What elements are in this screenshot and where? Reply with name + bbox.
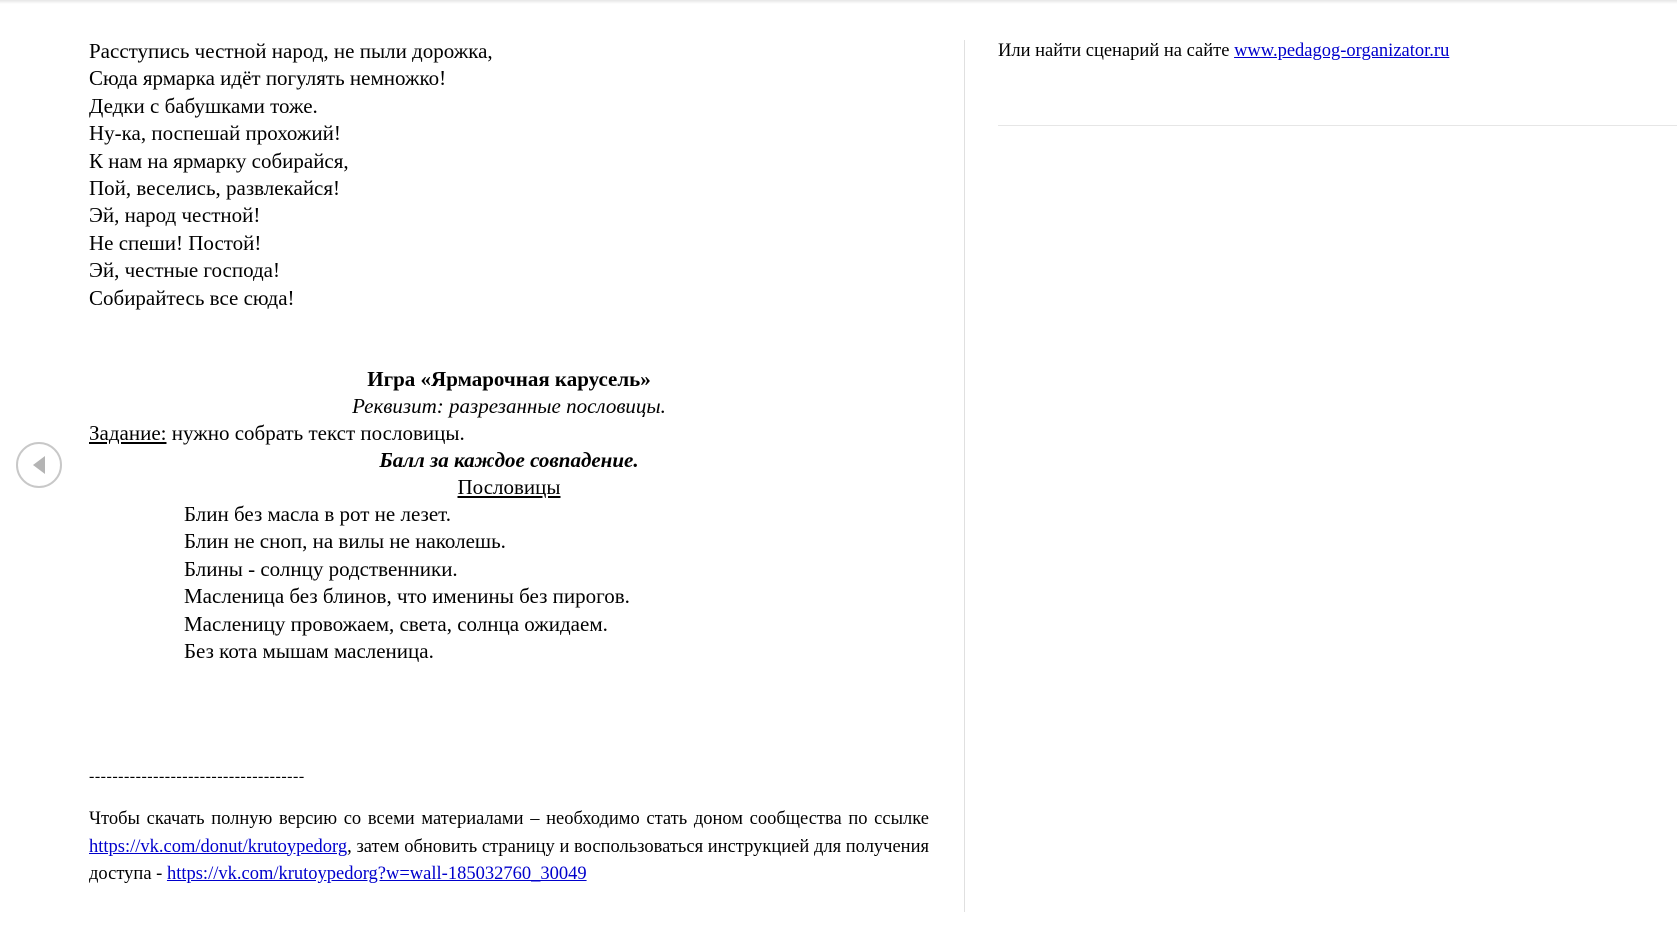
separator-dashes: ------------------------------------- <box>89 768 305 785</box>
poem-line: Эй, народ честной! <box>89 203 261 228</box>
poem <box>89 38 929 312</box>
wall-post-link[interactable]: https://vk.com/krutoypedorg?w=wall-185032760_30049 <box>166 864 587 884</box>
poem-line: Эй, честные господа! <box>89 258 280 283</box>
poem-line: Дедки с бабушками тоже. <box>89 93 318 118</box>
download-note-text: , затем обновить страницу и воспользоваться инструкцией для получения доступа - <box>89 836 929 884</box>
site-link[interactable]: www.pedagog-organizator.ru <box>1234 41 1450 61</box>
download-note <box>89 806 929 889</box>
chevron-left-icon <box>33 456 45 474</box>
proverb-item: Масленица без блинов, что именины без пирогов. <box>184 584 630 609</box>
poem-line: Пой, веселись, развлекайся! <box>89 176 341 201</box>
game-title: Игра «Ярмарочная карусель» <box>367 367 651 391</box>
proverbs-list <box>184 501 630 665</box>
game-requisite: Реквизит: разрезанные пословицы. <box>352 394 666 418</box>
proverb-item: Блины - солнцу родственники. <box>184 556 458 581</box>
proverb-item: Без кота мышам масленица. <box>184 639 434 664</box>
download-note-text: Чтобы скачать полную версию со всеми материалами – необходимо стать доном сообщества по ссылке <box>89 809 929 829</box>
page-divider <box>964 40 965 912</box>
site-note <box>998 38 1449 65</box>
horizontal-rule <box>998 125 1677 126</box>
task-text: нужно собрать текст пословицы. <box>166 421 465 445</box>
game-score-rule: Балл за каждое совпадение. <box>379 448 639 472</box>
game-task <box>89 420 465 447</box>
donut-link[interactable]: https://vk.com/donut/krutoypedorg <box>89 836 348 857</box>
document-page-left <box>89 38 929 884</box>
poem-line: К нам на ярмарку собирайся, <box>89 148 349 173</box>
poem-line: Не спеши! Постой! <box>89 230 262 255</box>
task-label: Задание: <box>89 421 167 445</box>
proverb-item: Блин не сноп, на вилы не наколешь. <box>184 529 506 554</box>
document-page-right <box>998 38 1449 65</box>
prev-page-button[interactable] <box>16 442 62 488</box>
site-note-text: Или найти сценарий на сайте <box>998 41 1235 61</box>
poem-line: Собирайтесь все сюда! <box>89 285 295 310</box>
poem-line: Ну-ка, поспешай прохожий! <box>89 121 341 146</box>
proverb-item: Блин без масла в рот не лезет. <box>184 502 452 526</box>
proverb-item: Масленицу провожаем, света, солнца ожидаем. <box>184 611 608 636</box>
poem-line: Расступись честной народ, не пыли дорожка, <box>89 39 493 63</box>
proverbs-heading: Пословицы <box>457 475 561 499</box>
poem-line: Сюда ярмарка идёт погулять немножко! <box>89 66 447 91</box>
viewer-top-shadow <box>0 0 1677 4</box>
